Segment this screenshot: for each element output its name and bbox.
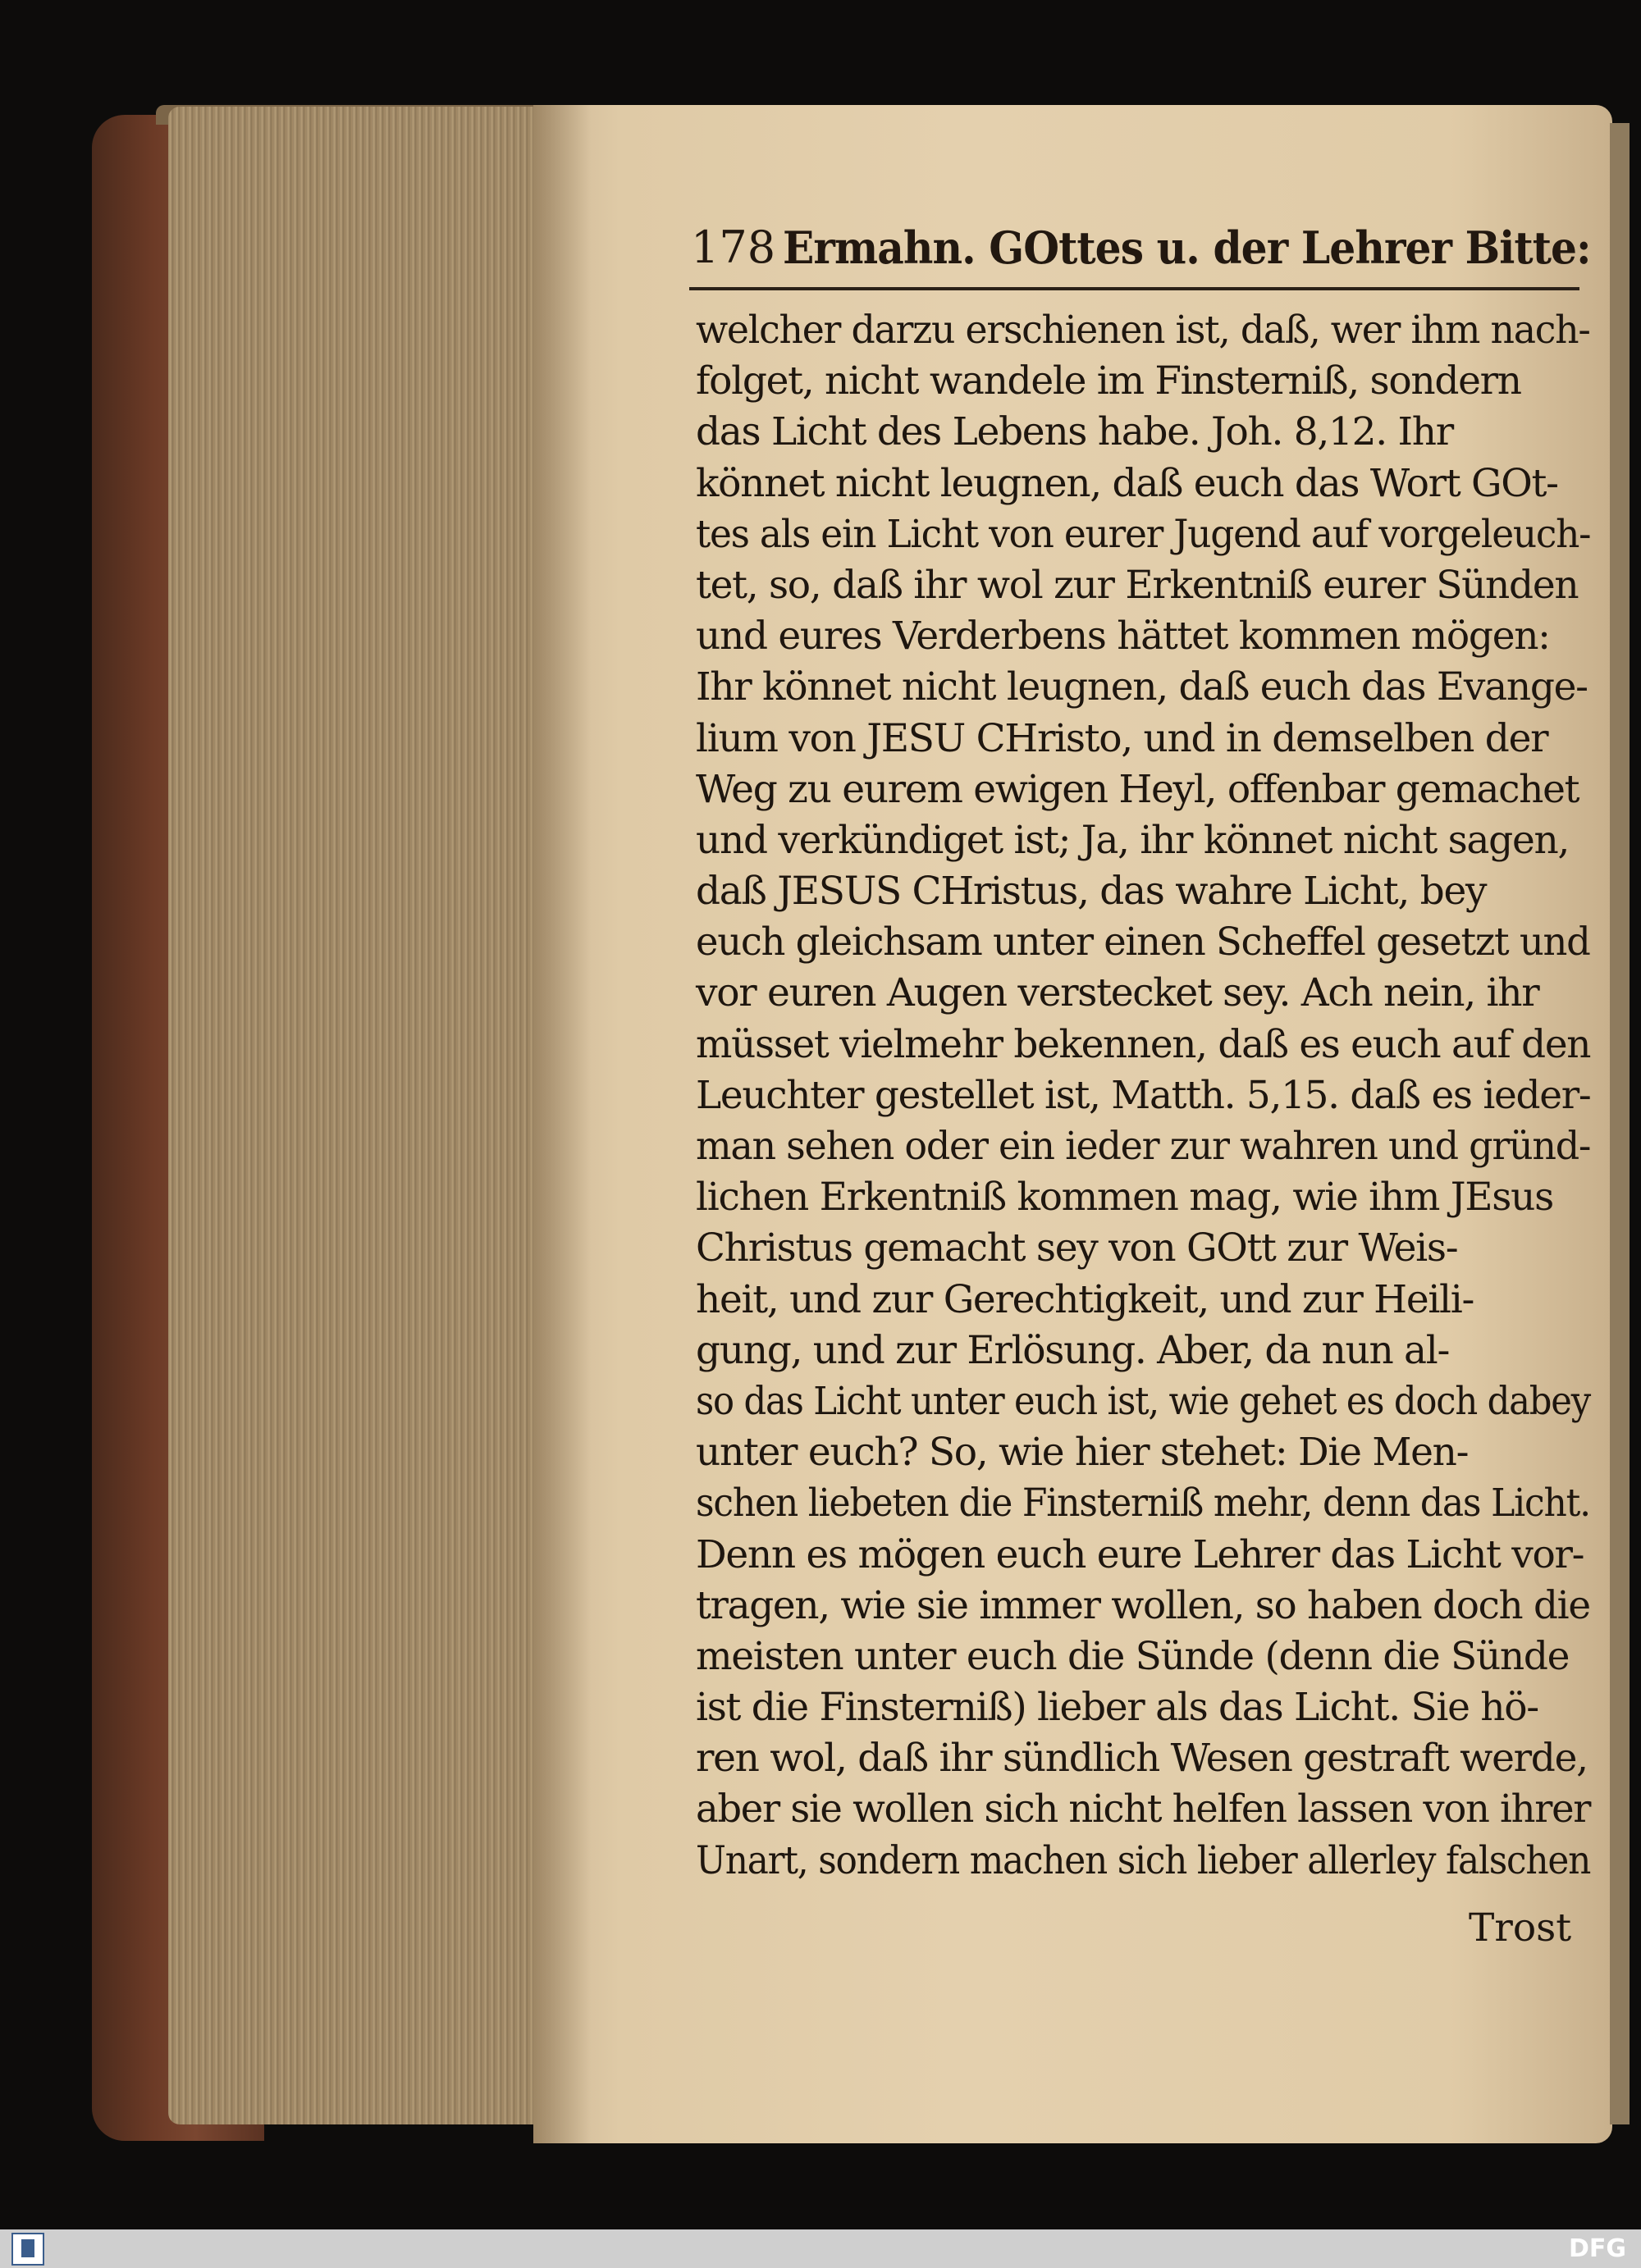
text-line: könnet nicht leugnen, daß euch das Wort GOt- [696,460,1558,506]
text-line: ist die Finsterniß) lieber als das Licht. Sie hö- [696,1685,1538,1731]
text-line: und verkündiget ist; Ja, ihr könnet nicht sagen, [696,817,1570,863]
text-line: unter euch? So, wie hier stehet: Die Men- [696,1430,1469,1476]
next-page-edge [1610,123,1630,2124]
text-line: tes als ein Licht von eurer Jugend auf vorgeleuch- [696,511,1591,557]
text-line: folget, nicht wandele im Finsterniß, sondern [696,358,1521,404]
text-line: und eures Verderbens hättet kommen mögen: [696,614,1550,659]
page-gutter-shadow [533,105,591,2143]
text-line: das Licht des Lebens habe. Joh. 8,12. Ihr [696,409,1453,455]
text-line: tet, so, daß ihr wol zur Erkentniß eurer Sünden [696,562,1579,608]
page-number: 178 [691,221,776,273]
text-line: lium von JESU CHristo, und in demselben der [696,715,1548,761]
body-text [696,305,1590,1887]
text-line: Denn es mögen euch eure Lehrer das Licht vor- [696,1531,1584,1577]
dfg-badge: DFG [1568,2234,1626,2263]
text-line: Ihr könnet nicht leugnen, daß euch das Evange- [696,664,1588,710]
text-line: aber sie wollen sich nicht helfen lassen von ihrer [696,1787,1591,1832]
library-logo-icon [11,2233,44,2266]
text-line: tragen, wie sie immer wollen, so haben doch die [696,1582,1590,1628]
viewer-footer-bar [0,2229,1641,2268]
text-line: ren wol, daß ihr sündlich Wesen gestraft werde, [696,1736,1588,1782]
text-line: gung, und zur Erlösung. Aber, da nun al- [696,1327,1450,1373]
page-header [691,215,1593,281]
text-line: Weg zu eurem ewigen Heyl, offenbar gemachet [696,766,1579,812]
text-line: schen liebeten die Finsterniß mehr, denn das Licht. [696,1481,1590,1526]
header-rule [689,287,1579,290]
page-stack-edge [168,107,554,2124]
text-line: man sehen oder ein ieder zur wahren und gründ- [696,1124,1591,1169]
text-line: so das Licht unter euch ist, wie gehet es doch dabey [696,1378,1590,1424]
text-line: Christus gemacht sey von GOtt zur Weis- [696,1225,1458,1271]
text-line: lichen Erkentniß kommen mag, wie ihm JEsus [696,1175,1553,1221]
text-line: Leuchter gestellet ist, Matth. 5,15. daß es ieder- [696,1072,1591,1118]
text-line: daß JESUS CHristus, das wahre Licht, bey [696,869,1487,915]
catchword: Trost [1469,1905,1572,1951]
running-title: Ermahn. GOttes u. der Lehrer Bitte: [783,221,1591,274]
text-line: Unart, sondern machen sich lieber allerley falschen [696,1837,1591,1883]
text-line: euch gleichsam unter einen Scheffel gesetzt und [696,920,1590,965]
text-line: heit, und zur Gerechtigkeit, und zur Heili- [696,1276,1474,1322]
text-line: vor euren Augen verstecket sey. Ach nein, ihr [696,970,1539,1016]
text-line: müsset vielmehr bekennen, daß es euch auf den [696,1021,1591,1067]
text-line: meisten unter euch die Sünde (denn die Sünde [696,1633,1570,1679]
text-line: welcher darzu erschienen ist, daß, wer ihm nach- [696,308,1590,353]
